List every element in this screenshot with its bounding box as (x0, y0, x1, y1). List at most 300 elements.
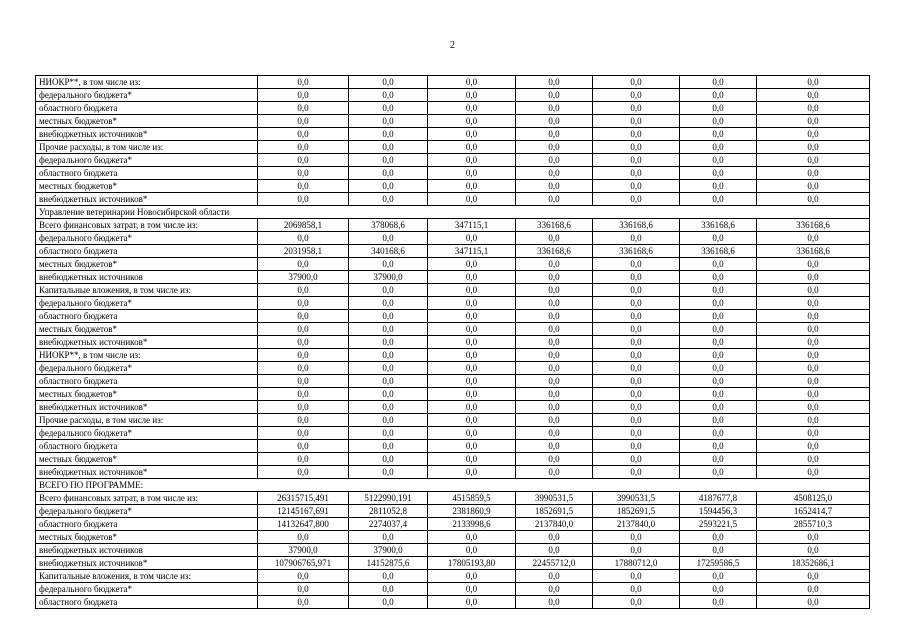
value-cell: 0,0 (428, 388, 516, 401)
value-cell: 0,0 (593, 258, 680, 271)
row-label: областного бюджета (36, 518, 258, 531)
value-cell: 0,0 (757, 154, 870, 167)
value-cell: 0,0 (258, 414, 349, 427)
row-label: Прочие расходы, в том числе из: (36, 414, 258, 427)
row-label: областного бюджета (36, 375, 258, 388)
table-row (36, 115, 870, 128)
value-cell: 37900,0 (258, 544, 349, 557)
value-cell: 0,0 (680, 440, 757, 453)
value-cell: 0,0 (516, 375, 593, 388)
value-cell: 0,0 (680, 193, 757, 206)
value-cell: 0,0 (428, 531, 516, 544)
table-row (36, 505, 870, 518)
value-cell: 0,0 (349, 427, 428, 440)
value-cell: 0,0 (516, 583, 593, 596)
table-row (36, 336, 870, 349)
value-cell: 0,0 (593, 453, 680, 466)
value-cell: 0,0 (258, 349, 349, 362)
value-cell: 336168,6 (757, 245, 870, 258)
table-row (36, 388, 870, 401)
value-cell: 0,0 (680, 544, 757, 557)
value-cell: 0,0 (428, 180, 516, 193)
value-cell: 0,0 (757, 336, 870, 349)
value-cell: 0,0 (593, 115, 680, 128)
table-row (36, 219, 870, 232)
row-label: местных бюджетов* (36, 115, 258, 128)
page-number: 2 (450, 40, 455, 51)
value-cell: 0,0 (428, 349, 516, 362)
value-cell: 4187677,8 (680, 492, 757, 505)
value-cell: 2274037,4 (349, 518, 428, 531)
value-cell: 0,0 (680, 349, 757, 362)
value-cell: 0,0 (593, 401, 680, 414)
value-cell: 1852691,5 (593, 505, 680, 518)
value-cell: 0,0 (516, 310, 593, 323)
value-cell: 0,0 (516, 89, 593, 102)
value-cell: 0,0 (593, 141, 680, 154)
value-cell: 0,0 (428, 310, 516, 323)
value-cell: 0,0 (349, 115, 428, 128)
row-label: областного бюджета (36, 167, 258, 180)
row-label: внебюджетных источников* (36, 193, 258, 206)
row-label: федерального бюджета* (36, 297, 258, 310)
value-cell: 336168,6 (680, 219, 757, 232)
value-cell: 2069858,1 (258, 219, 349, 232)
value-cell: 0,0 (428, 76, 516, 89)
value-cell: 0,0 (258, 570, 349, 583)
value-cell: 0,0 (680, 310, 757, 323)
value-cell: 0,0 (593, 167, 680, 180)
value-cell: 37900,0 (258, 271, 349, 284)
value-cell: 336168,6 (593, 219, 680, 232)
value-cell: 0,0 (593, 531, 680, 544)
row-label: областного бюджета (36, 440, 258, 453)
value-cell: 0,0 (349, 453, 428, 466)
value-cell: 0,0 (428, 154, 516, 167)
value-cell: 0,0 (428, 583, 516, 596)
value-cell: 0,0 (428, 89, 516, 102)
value-cell: 0,0 (428, 453, 516, 466)
value-cell: 22455712,0 (516, 557, 593, 570)
value-cell: 0,0 (428, 544, 516, 557)
value-cell: 17805193,80 (428, 557, 516, 570)
value-cell: 0,0 (349, 232, 428, 245)
value-cell: 107906765,971 (258, 557, 349, 570)
value-cell: 14152875,6 (349, 557, 428, 570)
value-cell: 0,0 (349, 596, 428, 609)
value-cell: 0,0 (428, 570, 516, 583)
value-cell: 0,0 (258, 128, 349, 141)
value-cell: 0,0 (680, 453, 757, 466)
value-cell: 4515859,5 (428, 492, 516, 505)
value-cell: 0,0 (680, 297, 757, 310)
value-cell: 0,0 (757, 427, 870, 440)
value-cell: 0,0 (593, 336, 680, 349)
value-cell: 0,0 (428, 141, 516, 154)
value-cell: 0,0 (516, 388, 593, 401)
value-cell: 0,0 (428, 401, 516, 414)
value-cell: 0,0 (593, 414, 680, 427)
value-cell: 378068,6 (349, 219, 428, 232)
value-cell: 0,0 (593, 466, 680, 479)
value-cell: 0,0 (680, 258, 757, 271)
table-row (36, 180, 870, 193)
value-cell: 0,0 (593, 427, 680, 440)
row-label: федерального бюджета* (36, 154, 258, 167)
value-cell: 0,0 (349, 141, 428, 154)
value-cell: 0,0 (680, 180, 757, 193)
value-cell: 0,0 (258, 583, 349, 596)
value-cell: 0,0 (757, 583, 870, 596)
value-cell: 0,0 (349, 388, 428, 401)
table-row (36, 258, 870, 271)
table-row (36, 271, 870, 284)
value-cell: 0,0 (593, 193, 680, 206)
value-cell: 0,0 (680, 570, 757, 583)
value-cell: 0,0 (258, 388, 349, 401)
value-cell: 0,0 (516, 232, 593, 245)
value-cell: 0,0 (680, 362, 757, 375)
value-cell: 0,0 (593, 284, 680, 297)
value-cell: 0,0 (680, 89, 757, 102)
value-cell: 0,0 (516, 466, 593, 479)
value-cell: 336168,6 (516, 245, 593, 258)
value-cell: 0,0 (757, 596, 870, 609)
value-cell: 0,0 (258, 89, 349, 102)
value-cell: 0,0 (680, 336, 757, 349)
value-cell: 2855710,3 (757, 518, 870, 531)
value-cell: 0,0 (680, 102, 757, 115)
value-cell: 0,0 (593, 76, 680, 89)
value-cell: 0,0 (516, 544, 593, 557)
value-cell: 0,0 (258, 258, 349, 271)
value-cell: 0,0 (428, 336, 516, 349)
value-cell: 0,0 (593, 349, 680, 362)
value-cell: 0,0 (593, 596, 680, 609)
value-cell: 0,0 (516, 427, 593, 440)
table-row (36, 544, 870, 557)
value-cell: 336168,6 (593, 245, 680, 258)
table-row (36, 89, 870, 102)
table-row (36, 323, 870, 336)
row-label: внебюджетных источников* (36, 336, 258, 349)
value-cell: 0,0 (516, 440, 593, 453)
value-cell: 0,0 (757, 414, 870, 427)
value-cell: 0,0 (258, 440, 349, 453)
value-cell: 0,0 (593, 362, 680, 375)
value-cell: 12145167,691 (258, 505, 349, 518)
value-cell: 0,0 (680, 128, 757, 141)
value-cell: 0,0 (680, 115, 757, 128)
value-cell: 0,0 (516, 258, 593, 271)
value-cell: 0,0 (258, 297, 349, 310)
value-cell: 0,0 (757, 388, 870, 401)
value-cell: 0,0 (349, 258, 428, 271)
row-label: федерального бюджета* (36, 362, 258, 375)
row-label: местных бюджетов* (36, 258, 258, 271)
value-cell: 0,0 (593, 128, 680, 141)
table-row (36, 518, 870, 531)
value-cell: 0,0 (428, 232, 516, 245)
value-cell: 0,0 (428, 466, 516, 479)
value-cell: 0,0 (593, 102, 680, 115)
table-row (36, 596, 870, 609)
value-cell: 0,0 (258, 466, 349, 479)
value-cell: 0,0 (349, 414, 428, 427)
value-cell: 0,0 (757, 76, 870, 89)
value-cell: 0,0 (680, 427, 757, 440)
value-cell: 0,0 (680, 466, 757, 479)
value-cell: 0,0 (428, 284, 516, 297)
value-cell: 0,0 (349, 375, 428, 388)
value-cell: 0,0 (258, 453, 349, 466)
row-label: местных бюджетов* (36, 180, 258, 193)
value-cell: 2031958,1 (258, 245, 349, 258)
value-cell: 0,0 (349, 570, 428, 583)
value-cell: 0,0 (680, 141, 757, 154)
table-row (36, 557, 870, 570)
value-cell: 0,0 (258, 310, 349, 323)
budget-table (35, 75, 870, 609)
value-cell: 0,0 (757, 362, 870, 375)
value-cell: 0,0 (349, 401, 428, 414)
value-cell: 0,0 (349, 362, 428, 375)
value-cell: 0,0 (349, 167, 428, 180)
value-cell: 0,0 (757, 128, 870, 141)
value-cell: 2381860,9 (428, 505, 516, 518)
value-cell: 26315715,491 (258, 492, 349, 505)
row-label: федерального бюджета* (36, 427, 258, 440)
section-title: ВСЕГО ПО ПРОГРАММЕ: (36, 479, 870, 492)
value-cell: 0,0 (516, 193, 593, 206)
value-cell: 0,0 (516, 284, 593, 297)
value-cell: 0,0 (349, 531, 428, 544)
value-cell: 0,0 (757, 89, 870, 102)
value-cell: 0,0 (516, 115, 593, 128)
value-cell: 0,0 (757, 271, 870, 284)
value-cell: 0,0 (258, 232, 349, 245)
value-cell: 0,0 (258, 193, 349, 206)
value-cell: 0,0 (757, 284, 870, 297)
value-cell: 0,0 (757, 258, 870, 271)
value-cell: 0,0 (516, 323, 593, 336)
value-cell: 0,0 (258, 323, 349, 336)
table-row (36, 362, 870, 375)
table-row (36, 583, 870, 596)
value-cell: 37900,0 (349, 544, 428, 557)
row-label: местных бюджетов* (36, 453, 258, 466)
value-cell: 0,0 (757, 141, 870, 154)
table-row (36, 232, 870, 245)
value-cell: 0,0 (516, 401, 593, 414)
row-label: внебюджетных источников* (36, 466, 258, 479)
value-cell: 336168,6 (516, 219, 593, 232)
value-cell: 3990531,5 (516, 492, 593, 505)
row-label: областного бюджета (36, 310, 258, 323)
value-cell: 0,0 (516, 141, 593, 154)
value-cell: 0,0 (593, 323, 680, 336)
value-cell: 0,0 (516, 167, 593, 180)
value-cell: 4508125,0 (757, 492, 870, 505)
value-cell: 0,0 (258, 115, 349, 128)
value-cell: 0,0 (593, 232, 680, 245)
value-cell: 0,0 (349, 284, 428, 297)
value-cell: 0,0 (258, 76, 349, 89)
value-cell: 0,0 (516, 102, 593, 115)
value-cell: 37900,0 (349, 271, 428, 284)
value-cell: 0,0 (593, 544, 680, 557)
row-label: Всего финансовых затрат, в том числе из: (36, 492, 258, 505)
value-cell: 0,0 (258, 531, 349, 544)
value-cell: 0,0 (757, 544, 870, 557)
value-cell: 0,0 (428, 102, 516, 115)
value-cell: 0,0 (428, 128, 516, 141)
value-cell: 0,0 (757, 167, 870, 180)
value-cell: 2811052,8 (349, 505, 428, 518)
value-cell: 0,0 (757, 297, 870, 310)
row-label: областного бюджета (36, 102, 258, 115)
value-cell: 0,0 (258, 102, 349, 115)
value-cell: 0,0 (757, 466, 870, 479)
value-cell: 0,0 (680, 284, 757, 297)
value-cell: 1852691,5 (516, 505, 593, 518)
value-cell: 2137840,0 (516, 518, 593, 531)
value-cell: 0,0 (349, 193, 428, 206)
value-cell: 0,0 (258, 427, 349, 440)
value-cell: 0,0 (516, 570, 593, 583)
value-cell: 0,0 (516, 336, 593, 349)
value-cell: 0,0 (593, 388, 680, 401)
value-cell: 0,0 (349, 180, 428, 193)
value-cell: 0,0 (757, 310, 870, 323)
value-cell: 0,0 (258, 167, 349, 180)
value-cell: 0,0 (680, 154, 757, 167)
row-label: местных бюджетов* (36, 531, 258, 544)
value-cell: 1594456,3 (680, 505, 757, 518)
table-row (36, 440, 870, 453)
value-cell: 0,0 (349, 349, 428, 362)
row-label: внебюджетных источников* (36, 401, 258, 414)
value-cell: 0,0 (428, 427, 516, 440)
value-cell: 0,0 (428, 323, 516, 336)
value-cell: 0,0 (349, 102, 428, 115)
row-label: Капитальные вложения, в том числе из: (36, 570, 258, 583)
value-cell: 0,0 (680, 271, 757, 284)
value-cell: 0,0 (516, 76, 593, 89)
value-cell: 1652414,7 (757, 505, 870, 518)
value-cell: 0,0 (593, 570, 680, 583)
value-cell: 0,0 (258, 375, 349, 388)
table-row (36, 154, 870, 167)
value-cell: 0,0 (428, 596, 516, 609)
value-cell: 0,0 (680, 596, 757, 609)
value-cell: 0,0 (757, 115, 870, 128)
value-cell: 0,0 (428, 297, 516, 310)
value-cell: 0,0 (757, 531, 870, 544)
value-cell: 0,0 (516, 349, 593, 362)
row-label: федерального бюджета* (36, 505, 258, 518)
value-cell: 0,0 (593, 310, 680, 323)
value-cell: 0,0 (349, 310, 428, 323)
value-cell: 0,0 (757, 102, 870, 115)
value-cell: 0,0 (258, 336, 349, 349)
row-label: НИОКР**, в том числе из: (36, 349, 258, 362)
value-cell: 0,0 (593, 154, 680, 167)
value-cell: 2137840,0 (593, 518, 680, 531)
row-label: внебюджетных источников (36, 271, 258, 284)
value-cell: 0,0 (680, 531, 757, 544)
value-cell: 0,0 (680, 167, 757, 180)
value-cell: 0,0 (593, 271, 680, 284)
table-body (36, 76, 870, 609)
value-cell: 0,0 (258, 154, 349, 167)
value-cell: 0,0 (516, 453, 593, 466)
value-cell: 0,0 (428, 115, 516, 128)
table-row (36, 466, 870, 479)
value-cell: 0,0 (428, 271, 516, 284)
value-cell: 0,0 (428, 193, 516, 206)
value-cell: 0,0 (680, 375, 757, 388)
value-cell: 14132647,800 (258, 518, 349, 531)
value-cell: 0,0 (757, 180, 870, 193)
value-cell: 0,0 (593, 89, 680, 102)
value-cell: 0,0 (428, 362, 516, 375)
row-label: НИОКР**, в том числе из: (36, 76, 258, 89)
value-cell: 0,0 (258, 596, 349, 609)
value-cell: 0,0 (258, 362, 349, 375)
value-cell: 0,0 (349, 76, 428, 89)
table-row (36, 375, 870, 388)
row-label: федерального бюджета* (36, 89, 258, 102)
value-cell: 0,0 (680, 323, 757, 336)
table-row (36, 401, 870, 414)
row-label: внебюджетных источников (36, 544, 258, 557)
value-cell: 0,0 (258, 180, 349, 193)
table-row (36, 349, 870, 362)
value-cell: 0,0 (757, 570, 870, 583)
value-cell: 0,0 (428, 375, 516, 388)
value-cell: 340168,6 (349, 245, 428, 258)
value-cell: 0,0 (757, 401, 870, 414)
value-cell: 0,0 (258, 141, 349, 154)
row-label: федерального бюджета* (36, 583, 258, 596)
table-row (36, 76, 870, 89)
table-row (36, 284, 870, 297)
value-cell: 0,0 (349, 323, 428, 336)
value-cell: 0,0 (516, 154, 593, 167)
value-cell: 0,0 (516, 414, 593, 427)
value-cell: 0,0 (516, 596, 593, 609)
row-label: местных бюджетов* (36, 388, 258, 401)
value-cell: 2133998,6 (428, 518, 516, 531)
value-cell: 0,0 (349, 154, 428, 167)
row-label: областного бюджета (36, 596, 258, 609)
value-cell: 0,0 (349, 583, 428, 596)
value-cell: 0,0 (593, 297, 680, 310)
value-cell: 0,0 (428, 414, 516, 427)
value-cell: 2593221,5 (680, 518, 757, 531)
value-cell: 0,0 (428, 167, 516, 180)
value-cell: 0,0 (349, 297, 428, 310)
table-row (36, 414, 870, 427)
value-cell: 17259586,5 (680, 557, 757, 570)
value-cell: 18352686,1 (757, 557, 870, 570)
value-cell: 0,0 (680, 388, 757, 401)
value-cell: 0,0 (516, 362, 593, 375)
value-cell: 0,0 (516, 531, 593, 544)
row-label: внебюджетных источников* (36, 128, 258, 141)
value-cell: 0,0 (757, 232, 870, 245)
